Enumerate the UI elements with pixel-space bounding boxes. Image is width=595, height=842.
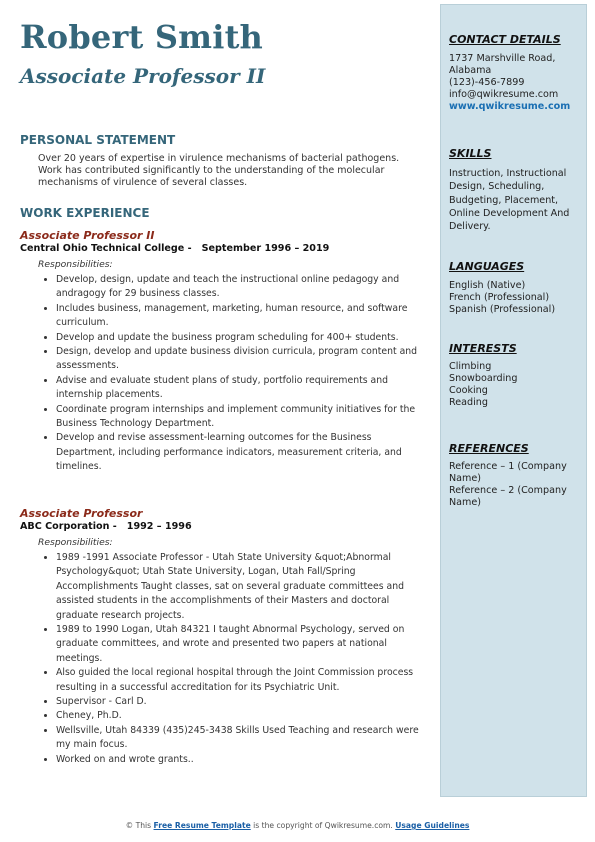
contact-address-line: 1737 Marshville Road, bbox=[449, 53, 556, 64]
job-entry bbox=[20, 507, 420, 767]
contact-website-link[interactable]: www.qwikresume.com bbox=[449, 101, 571, 112]
list-item: Snowboarding bbox=[449, 373, 518, 384]
responsibilities-list bbox=[20, 551, 420, 767]
list-item: Design, develop and update business division curricula, program content and assessments. bbox=[56, 345, 420, 374]
free-resume-template-link[interactable]: Free Resume Template bbox=[153, 821, 251, 830]
job-dates: September 1996 – 2019 bbox=[201, 243, 330, 254]
list-item: Includes business, management, marketing, human resource, and software curriculum. bbox=[56, 302, 420, 331]
list-item: Develop and revise assessment-learning outcomes for the Business Department, including performance indicators, measurement criteria, and timelines. bbox=[56, 431, 420, 474]
footer-prefix: © This bbox=[125, 821, 154, 830]
list-item: French (Professional) bbox=[449, 292, 550, 303]
list-item: 1989 to 1990 Logan, Utah 84321 I taught Abnormal Psychology, served on graduate committees, and wrote and presented two papers at national meetings. bbox=[56, 623, 420, 666]
list-item: Develop and update the business program scheduling for 400+ students. bbox=[56, 331, 420, 345]
personal-statement-heading: PERSONAL STATEMENT bbox=[20, 133, 176, 147]
languages-list bbox=[449, 280, 579, 316]
candidate-title: Associate Professor II bbox=[20, 64, 266, 88]
list-item: Worked on and wrote grants.. bbox=[56, 753, 420, 767]
list-item: Climbing bbox=[449, 361, 492, 372]
list-item: Spanish (Professional) bbox=[449, 304, 556, 315]
list-item: Coordinate program internships and implement community initiatives for the Business Technology Department. bbox=[56, 403, 420, 432]
contact-email[interactable]: info@qwikresume.com bbox=[449, 89, 559, 100]
job-company: Central Ohio Technical College - bbox=[20, 243, 192, 254]
job-company: ABC Corporation - bbox=[20, 521, 117, 532]
references-list bbox=[449, 461, 579, 509]
list-item: Supervisor - Carl D. bbox=[56, 695, 420, 709]
responsibilities-label: Responsibilities: bbox=[38, 537, 113, 548]
list-item: Reference – 2 (Company Name) bbox=[449, 485, 567, 508]
copyright-footer bbox=[0, 821, 595, 830]
list-item: Cheney, Ph.D. bbox=[56, 709, 420, 723]
contact-heading: CONTACT DETAILS bbox=[449, 33, 561, 46]
job-entry bbox=[20, 229, 420, 475]
list-item: Also guided the local regional hospital through the Joint Commission process resulting in a successful accreditation for its Psychiatric Unit. bbox=[56, 666, 420, 695]
languages-heading: LANGUAGES bbox=[449, 260, 525, 273]
list-item: English (Native) bbox=[449, 280, 526, 291]
list-item: Develop, design, update and teach the instructional online pedagogy and andragogy for 29 business classes. bbox=[56, 273, 420, 302]
interests-list bbox=[449, 361, 579, 409]
list-item: Reference – 1 (Company Name) bbox=[449, 461, 567, 484]
job-dates: 1992 – 1996 bbox=[126, 521, 192, 532]
interests-heading: INTERESTS bbox=[449, 342, 517, 355]
references-heading: REFERENCES bbox=[449, 442, 529, 455]
responsibilities-list bbox=[20, 273, 420, 475]
list-item: 1989 -1991 Associate Professor - Utah State University &quot;Abnormal Psychology&quot; Utah State University, Logan, Utah Fall/Spring Accomplishments Taught classes, sat on several graduate committees and assisted students in the accomplishments of their Masters and doctoral graduate research projects. bbox=[56, 551, 420, 623]
list-item: Cooking bbox=[449, 385, 488, 396]
contact-details bbox=[449, 53, 579, 113]
personal-statement-text: Over 20 years of expertise in virulence mechanisms of bacterial pathogens. Work has contributed significantly to the understanding of the molecular mechanisms of virulence of several classes. bbox=[38, 153, 400, 188]
job-meta bbox=[20, 242, 420, 255]
work-experience-heading: WORK EXPERIENCE bbox=[20, 206, 150, 220]
skills-text: Instruction, Instructional Design, Scheduling, Budgeting, Placement, Online Development And Delivery. bbox=[449, 168, 570, 233]
job-meta bbox=[20, 520, 420, 533]
list-item: Advise and evaluate student plans of study, portfolio requirements and internship placements. bbox=[56, 374, 420, 403]
contact-state: Alabama bbox=[449, 65, 492, 76]
skills-heading: SKILLS bbox=[449, 147, 492, 160]
usage-guidelines-link[interactable]: Usage Guidelines bbox=[395, 821, 470, 830]
responsibilities-label: Responsibilities: bbox=[38, 259, 113, 270]
contact-phone: (123)-456-7899 bbox=[449, 77, 525, 88]
job-title: Associate Professor II bbox=[20, 229, 155, 242]
list-item: Wellsville, Utah 84339 (435)245-3438 Skills Used Teaching and research were my main focus. bbox=[56, 724, 420, 753]
footer-middle: is the copyright of Qwikresume.com. bbox=[250, 821, 396, 830]
list-item: Reading bbox=[449, 397, 488, 408]
job-title: Associate Professor bbox=[20, 507, 143, 520]
candidate-name: Robert Smith bbox=[20, 18, 264, 56]
